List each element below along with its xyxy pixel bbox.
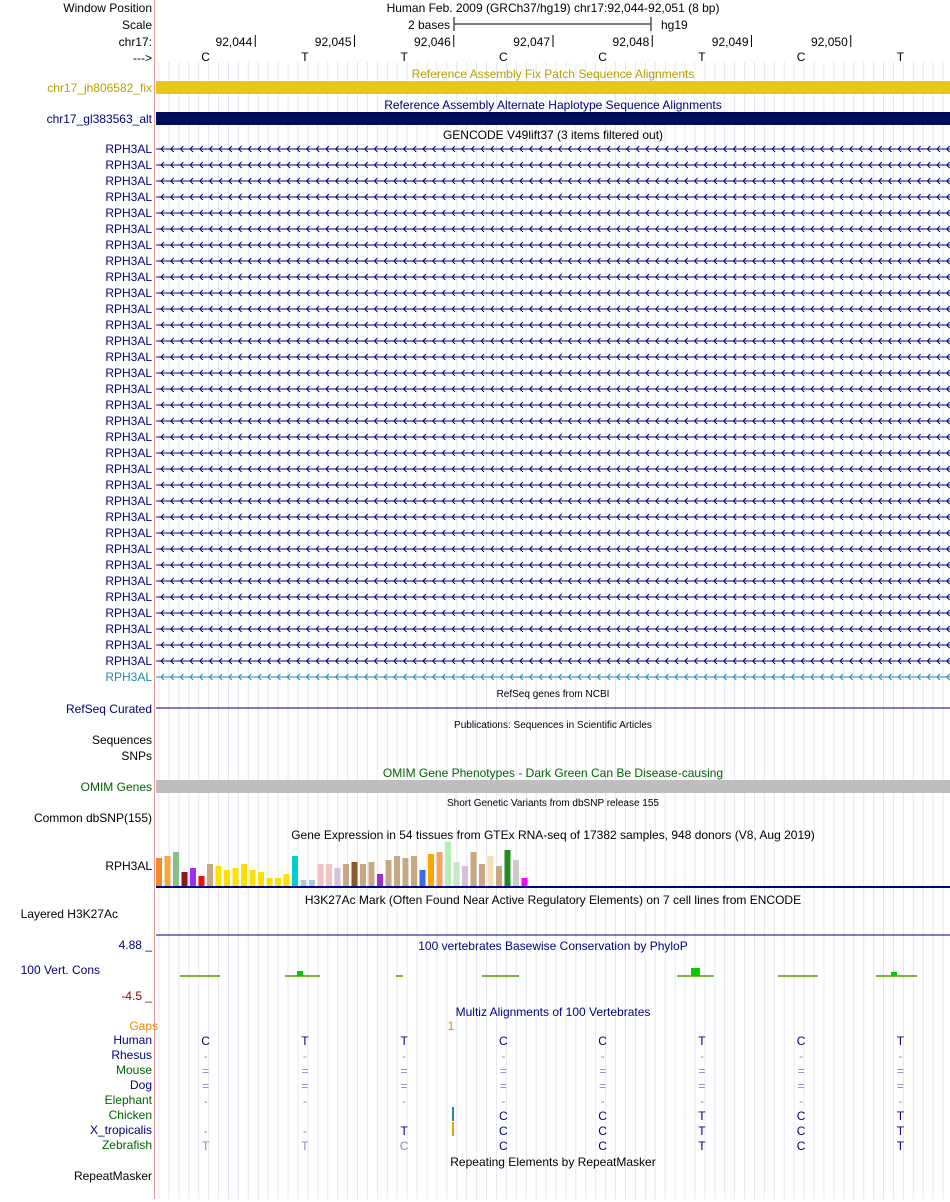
cons-track-title[interactable]: 100 vertebrates Basewise Conservation by PhyloP bbox=[418, 939, 688, 953]
species-base: = bbox=[797, 1079, 805, 1093]
ref-base: T bbox=[698, 50, 706, 64]
gene-label[interactable]: RPH3AL bbox=[105, 590, 152, 604]
gtex-bar[interactable] bbox=[190, 868, 196, 886]
species-base: - bbox=[799, 1049, 804, 1063]
gene-label[interactable]: RPH3AL bbox=[105, 142, 152, 156]
species-base: - bbox=[501, 1094, 506, 1108]
species-base: - bbox=[799, 1094, 804, 1108]
gene-label[interactable]: RPH3AL bbox=[105, 606, 152, 620]
gtex-bar[interactable] bbox=[173, 852, 179, 886]
pubs-track-title[interactable]: Publications: Sequences in Scientific Articles bbox=[454, 720, 652, 731]
species-base: T bbox=[896, 1034, 905, 1048]
gtex-bar[interactable] bbox=[250, 870, 256, 886]
gtex-bar[interactable] bbox=[224, 870, 230, 886]
species-base: C bbox=[598, 1034, 607, 1048]
species-base: T bbox=[698, 1124, 706, 1138]
species-base: = bbox=[797, 1064, 805, 1078]
insertion-marker bbox=[452, 1122, 454, 1136]
window-position-label: Window Position bbox=[63, 1, 152, 15]
gene-label[interactable]: RPH3AL bbox=[105, 190, 152, 204]
gtex-bar[interactable] bbox=[284, 874, 290, 886]
gene-label[interactable]: RPH3AL bbox=[105, 494, 152, 508]
fix-patch-bar[interactable] bbox=[156, 81, 950, 94]
species-base: C bbox=[499, 1139, 508, 1153]
species-label[interactable]: Dog bbox=[129, 1078, 152, 1092]
gtex-bar[interactable] bbox=[513, 860, 519, 886]
species-base: = bbox=[599, 1064, 607, 1078]
ref-base: C bbox=[499, 50, 508, 64]
gtex-bar[interactable] bbox=[479, 864, 485, 886]
scale-db: hg19 bbox=[661, 18, 688, 32]
species-base: - bbox=[302, 1124, 307, 1138]
gtex-bar[interactable] bbox=[394, 856, 400, 886]
position-label: 92,048 bbox=[612, 35, 650, 49]
position-label: 92,044 bbox=[215, 35, 253, 49]
species-base: C bbox=[399, 1139, 409, 1153]
species-label[interactable]: X_tropicalis bbox=[89, 1123, 152, 1137]
chrom-label: chr17: bbox=[118, 35, 152, 49]
omim-bar[interactable] bbox=[156, 780, 950, 793]
gtex-bar[interactable] bbox=[207, 864, 213, 886]
position-label: 92,046 bbox=[414, 35, 451, 49]
species-label[interactable]: Zebrafish bbox=[101, 1138, 152, 1152]
ref-base: T bbox=[400, 50, 408, 64]
gtex-track-label[interactable]: RPH3AL bbox=[105, 859, 152, 873]
species-label[interactable]: Rhesus bbox=[111, 1048, 152, 1062]
omim-track-label[interactable]: OMIM Genes bbox=[80, 780, 152, 794]
gene-label[interactable]: RPH3AL bbox=[105, 366, 152, 380]
gene-label[interactable]: RPH3AL bbox=[105, 286, 152, 300]
species-base: C bbox=[796, 1124, 806, 1138]
ref-base: C bbox=[796, 50, 806, 64]
species-label[interactable]: Chicken bbox=[108, 1108, 152, 1122]
gaps-label[interactable]: Gaps bbox=[129, 1019, 158, 1033]
gtex-bar[interactable] bbox=[360, 864, 366, 886]
h3k-track-label[interactable]: Layered H3K27Ac bbox=[20, 907, 118, 921]
gtex-bar[interactable] bbox=[301, 880, 307, 886]
species-base: T bbox=[698, 1034, 706, 1048]
gene-label[interactable]: RPH3AL bbox=[105, 622, 152, 636]
gtex-bar[interactable] bbox=[241, 864, 247, 886]
species-base: T bbox=[896, 1109, 905, 1123]
species-base: C bbox=[598, 1124, 607, 1138]
species-base: = bbox=[400, 1064, 408, 1078]
gene-label[interactable]: RPH3AL bbox=[105, 446, 152, 460]
species-base: - bbox=[402, 1049, 407, 1063]
gene-label[interactable]: RPH3AL bbox=[105, 270, 152, 284]
position-label: 92,047 bbox=[513, 35, 550, 49]
species-base: = bbox=[202, 1079, 210, 1093]
gene-label[interactable]: RPH3AL bbox=[105, 238, 152, 252]
gtex-bar[interactable] bbox=[343, 864, 349, 886]
species-base: - bbox=[898, 1094, 903, 1108]
species-base: T bbox=[400, 1034, 408, 1048]
gtex-bar[interactable] bbox=[165, 856, 171, 886]
species-base: T bbox=[896, 1139, 905, 1153]
gtex-bar[interactable] bbox=[275, 878, 281, 886]
gtex-track-title[interactable]: Gene Expression in 54 tissues from GTEx RNA-seq of 17382 samples, 948 donors (V8, Aug 2019) bbox=[291, 828, 815, 842]
species-base: - bbox=[600, 1094, 605, 1108]
species-base: - bbox=[203, 1049, 208, 1063]
dbsnp-track-label[interactable]: Common dbSNP(155) bbox=[33, 811, 152, 825]
gaps-marker: 1 bbox=[447, 1019, 455, 1033]
gene-label[interactable]: RPH3AL bbox=[105, 526, 152, 540]
gene-label[interactable]: RPH3AL bbox=[105, 654, 152, 668]
cons-track-label[interactable]: 100 Vert. Cons bbox=[20, 963, 100, 977]
species-base: = bbox=[896, 1079, 904, 1093]
gene-label[interactable]: RPH3AL bbox=[105, 414, 152, 428]
omim-track-title[interactable]: OMIM Gene Phenotypes - Dark Green Can Be Disease-causing bbox=[382, 766, 724, 780]
gene-label[interactable]: RPH3AL bbox=[105, 302, 152, 316]
species-base: - bbox=[898, 1049, 903, 1063]
species-base: = bbox=[698, 1079, 706, 1093]
gene-label[interactable]: RPH3AL bbox=[105, 638, 152, 652]
gene-label[interactable]: RPH3AL bbox=[105, 382, 152, 396]
pubs-snps-label[interactable]: SNPs bbox=[121, 749, 152, 763]
gene-label[interactable]: RPH3AL bbox=[105, 558, 152, 572]
gtex-bar[interactable] bbox=[369, 862, 375, 886]
gencode-track-title[interactable]: GENCODE V49lift37 (3 items filtered out) bbox=[442, 128, 664, 142]
species-base: T bbox=[201, 1139, 210, 1153]
gtex-bar[interactable] bbox=[318, 864, 324, 886]
h3k-track-title[interactable]: H3K27Ac Mark (Often Found Near Active Regulatory Elements) on 7 cell lines from ENCODE bbox=[304, 893, 802, 907]
gtex-bar[interactable] bbox=[258, 872, 264, 886]
gene-label[interactable]: RPH3AL bbox=[105, 542, 152, 556]
gene-label[interactable]: RPH3AL bbox=[105, 174, 152, 188]
alt-track-label[interactable]: chr17_gl383563_alt bbox=[46, 112, 152, 126]
gtex-bar[interactable] bbox=[309, 880, 315, 886]
gene-label[interactable]: RPH3AL bbox=[105, 574, 152, 588]
position-label: 92,049 bbox=[711, 35, 749, 49]
gtex-bar[interactable] bbox=[488, 856, 494, 886]
gene-label[interactable]: RPH3AL bbox=[105, 222, 152, 236]
species-base: C bbox=[796, 1109, 806, 1123]
strand-label: ---> bbox=[133, 51, 152, 65]
species-base: C bbox=[499, 1109, 508, 1123]
refseq-track-title[interactable]: RefSeq genes from NCBI bbox=[496, 689, 610, 700]
gtex-bar[interactable] bbox=[199, 876, 205, 886]
gene-label[interactable]: RPH3AL bbox=[105, 206, 152, 220]
ref-base: C bbox=[598, 50, 607, 64]
position-label: 92,050 bbox=[811, 35, 848, 49]
cons-max-label: 4.88 _ bbox=[118, 938, 152, 952]
species-base: - bbox=[402, 1094, 407, 1108]
species-base: - bbox=[699, 1094, 704, 1108]
species-base: T bbox=[698, 1139, 706, 1153]
species-base: = bbox=[896, 1064, 904, 1078]
gtex-bar[interactable] bbox=[462, 866, 468, 886]
gene-label[interactable]: RPH3AL bbox=[105, 670, 152, 684]
gtex-bar[interactable] bbox=[445, 842, 451, 886]
alt-haplotype-bar[interactable] bbox=[156, 112, 950, 125]
species-base: - bbox=[203, 1094, 208, 1108]
species-base: = bbox=[698, 1064, 706, 1078]
species-base: C bbox=[499, 1034, 508, 1048]
gtex-bar[interactable] bbox=[411, 856, 417, 886]
gene-label[interactable]: RPH3AL bbox=[105, 462, 152, 476]
gtex-bar[interactable] bbox=[496, 866, 502, 886]
species-base: = bbox=[499, 1064, 507, 1078]
conservation-peak bbox=[891, 972, 897, 976]
species-label[interactable]: Human bbox=[113, 1033, 152, 1047]
conservation-peak bbox=[297, 971, 303, 976]
species-label[interactable]: Elephant bbox=[104, 1093, 152, 1107]
gtex-bar[interactable] bbox=[216, 866, 222, 886]
gene-label[interactable]: RPH3AL bbox=[105, 158, 152, 172]
species-base: T bbox=[896, 1124, 905, 1138]
ref-base: C bbox=[201, 50, 210, 64]
species-base: C bbox=[201, 1034, 210, 1048]
gtex-bar[interactable] bbox=[352, 862, 358, 886]
multiz-track-title[interactable]: Multiz Alignments of 100 Vertebrates bbox=[455, 1005, 651, 1019]
species-base: T bbox=[301, 1034, 309, 1048]
gene-label[interactable]: RPH3AL bbox=[105, 318, 152, 332]
species-base: C bbox=[796, 1139, 806, 1153]
species-base: C bbox=[499, 1124, 508, 1138]
species-base: - bbox=[699, 1049, 704, 1063]
species-base: T bbox=[400, 1124, 408, 1138]
repeat-track-title[interactable]: Repeating Elements by RepeatMasker bbox=[450, 1155, 656, 1169]
gtex-bar[interactable] bbox=[420, 870, 426, 886]
scale-text: 2 bases bbox=[407, 18, 450, 32]
fix-track-title[interactable]: Reference Assembly Fix Patch Sequence Alignments bbox=[411, 67, 695, 81]
cons-min-label: -4.5 _ bbox=[121, 989, 152, 1003]
species-label[interactable]: Mouse bbox=[115, 1063, 152, 1077]
gtex-bar[interactable] bbox=[437, 852, 443, 886]
gtex-bar[interactable] bbox=[233, 868, 239, 886]
insertion-marker bbox=[452, 1107, 454, 1121]
species-base: - bbox=[501, 1049, 506, 1063]
gtex-bar[interactable] bbox=[454, 862, 460, 886]
species-base: - bbox=[302, 1094, 307, 1108]
ref-base: T bbox=[896, 50, 905, 64]
fix-track-label[interactable]: chr17_jh806582_fix bbox=[47, 81, 152, 95]
gtex-bar[interactable] bbox=[182, 872, 188, 886]
gene-label[interactable]: RPH3AL bbox=[105, 254, 152, 268]
refseq-track-label[interactable]: RefSeq Curated bbox=[65, 702, 152, 716]
species-base: = bbox=[599, 1079, 607, 1093]
alt-track-title[interactable]: Reference Assembly Alternate Haplotype Sequence Alignments bbox=[384, 98, 722, 112]
gtex-bar[interactable] bbox=[471, 852, 477, 886]
species-base: = bbox=[202, 1064, 210, 1078]
gtex-bar[interactable] bbox=[335, 868, 341, 886]
gene-label[interactable]: RPH3AL bbox=[105, 510, 152, 524]
conservation-peak bbox=[691, 968, 700, 976]
species-base: C bbox=[796, 1034, 806, 1048]
gene-label[interactable]: RPH3AL bbox=[105, 350, 152, 364]
gtex-bar[interactable] bbox=[428, 854, 434, 886]
species-base: C bbox=[598, 1139, 607, 1153]
species-base: - bbox=[600, 1049, 605, 1063]
gtex-bar[interactable] bbox=[505, 850, 511, 886]
species-base: = bbox=[301, 1079, 309, 1093]
gtex-bar[interactable] bbox=[326, 864, 332, 886]
species-base: - bbox=[302, 1049, 307, 1063]
gene-label[interactable]: RPH3AL bbox=[105, 398, 152, 412]
repeat-track-label[interactable]: RepeatMasker bbox=[73, 1169, 152, 1183]
species-base: = bbox=[499, 1079, 507, 1093]
gene-label[interactable]: RPH3AL bbox=[105, 478, 152, 492]
gtex-bar[interactable] bbox=[292, 856, 298, 886]
position-label: 92,045 bbox=[314, 35, 352, 49]
gtex-bar[interactable] bbox=[403, 858, 409, 886]
species-base: = bbox=[301, 1064, 309, 1078]
gtex-bar[interactable] bbox=[156, 858, 162, 886]
species-base: C bbox=[598, 1109, 607, 1123]
gtex-bar[interactable] bbox=[522, 878, 528, 886]
gtex-bar[interactable] bbox=[377, 874, 383, 886]
gene-label[interactable]: RPH3AL bbox=[105, 430, 152, 444]
ref-base: T bbox=[301, 50, 309, 64]
species-base: T bbox=[301, 1139, 309, 1153]
gene-label[interactable]: RPH3AL bbox=[105, 334, 152, 348]
position-text: Human Feb. 2009 (GRCh37/hg19) chr17:92,044-92,051 (8 bp) bbox=[386, 1, 720, 15]
species-base: - bbox=[203, 1124, 208, 1138]
species-base: T bbox=[698, 1109, 706, 1123]
gtex-bar[interactable] bbox=[267, 878, 273, 886]
pubs-sequences-label[interactable]: Sequences bbox=[91, 733, 152, 747]
gtex-bar[interactable] bbox=[386, 860, 392, 886]
species-base: = bbox=[400, 1079, 408, 1093]
dbsnp-track-title[interactable]: Short Genetic Variants from dbSNP release 155 bbox=[447, 798, 659, 809]
scale-label: Scale bbox=[121, 18, 152, 32]
